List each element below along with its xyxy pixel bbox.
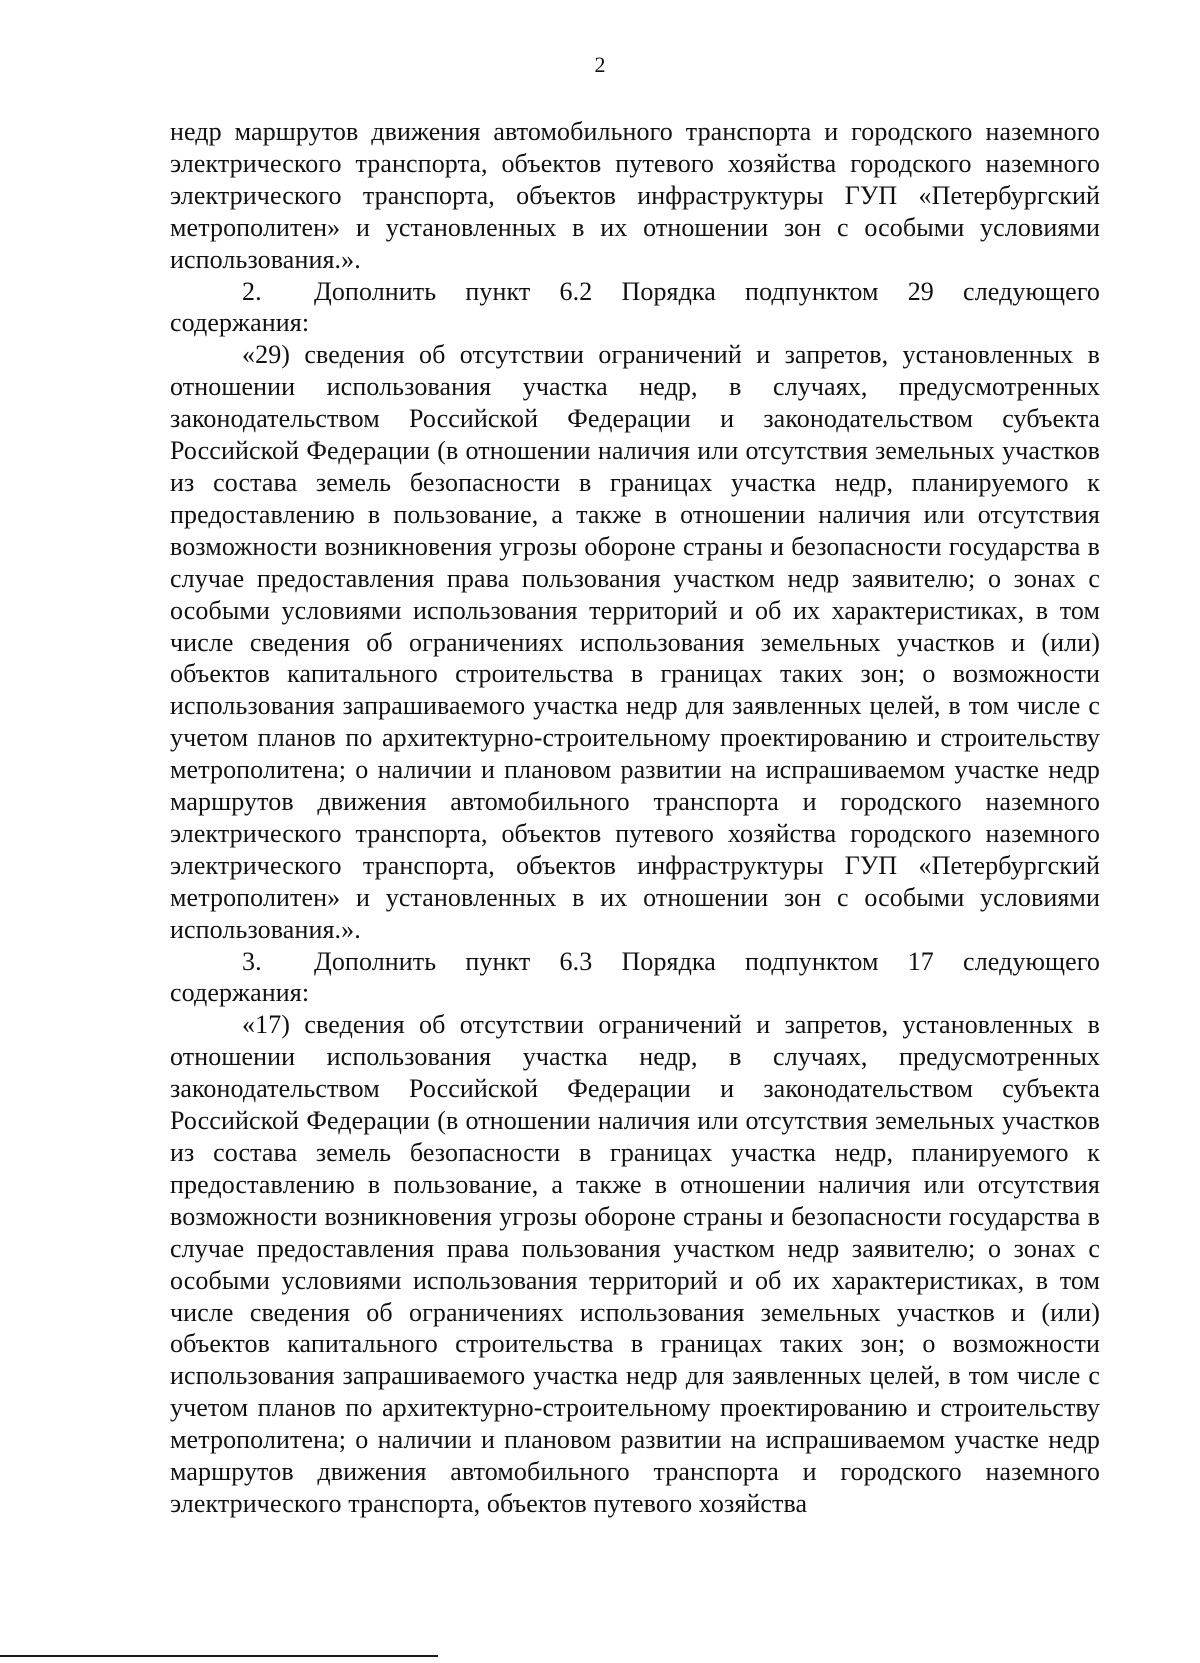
item-text: Дополнить пункт 6.2 Порядка подпунктом 29 следующего содержания: [170,276,1100,338]
item-number: 2. [242,276,262,306]
continuation-paragraph: недр маршрутов движения автомобильного транспорта и городского наземного электрического транспорта, объектов путевого хозяйства городского наземного электрического транспорта, объектов инфраструктуры ГУП «Петербургский метрополитен» и установленных в их отношении зон с особыми условиями использования.». [170,117,1100,274]
subpoint-29-paragraph: «29) сведения об отсутствии ограничений и запретов, установленных в отношении использования участка недр, в случаях, предусмотренных законодательством Российской Федерации и законодательством субъекта Российской Федерации (в отношении наличия или отсутствия земельных участков из состава земель безопасности в границах участка недр, планируемого к предоставлению в пользование, а также в отношении наличия или отсутствия возможности возникновения угрозы обороне страны и безопасности государства в случае предоставления права пользования участком недр заявителю; о зонах с особыми условиями использования территорий и об их характеристиках, в том числе сведения об ограничениях использования земельных участков и (или) объектов капитального строительства в границах таких зон; о возможности использования запрашиваемого участка недр для заявленных целей, в том числе с учетом планов по архитектурно-строительному проектированию и строительству метрополитена; о наличии и плановом развитии на испрашиваемом участке недр маршрутов движения автомобильного транспорта и городского наземного электрического транспорта, объектов путевого хозяйства городского наземного электрического транспорта, объектов инфраструктуры ГУП «Петербургский метрополитен» и установленных в их отношении зон с особыми условиями использования.». [170,340,1100,944]
item-number: 3. [242,946,262,976]
item-text: Дополнить пункт 6.3 Порядка подпунктом 17 следующего содержания: [170,946,1100,1008]
page-number: 2 [594,52,606,77]
list-item-2 [170,276,1100,340]
scan-edge-line [0,1655,438,1657]
list-item-3 [170,946,1100,1010]
subpoint-17-paragraph: «17) сведения об отсутствии ограничений и запретов, установленных в отношении использования участка недр, в случаях, предусмотренных законодательством Российской Федерации и законодательством субъекта Российской Федерации (в отношении наличия или отсутствия земельных участков из состава земель безопасности в границах участка недр, планируемого к предоставлению в пользование, а также в отношении наличия или отсутствия возможности возникновения угрозы обороне страны и безопасности государства в случае предоставления права пользования участком недр заявителю; о зонах с особыми условиями использования территорий и об их характеристиках, в том числе сведения об ограничениях использования земельных участков и (или) объектов капитального строительства в границах таких зон; о возможности использования запрашиваемого участка недр для заявленных целей, в том числе с учетом планов по архитектурно-строительному проектированию и строительству метрополитена; о наличии и плановом развитии на испрашиваемом участке недр маршрутов движения автомобильного транспорта и городского наземного электрического транспорта, объектов путевого хозяйства [170,1010,1100,1518]
document-body [170,116,1100,1520]
